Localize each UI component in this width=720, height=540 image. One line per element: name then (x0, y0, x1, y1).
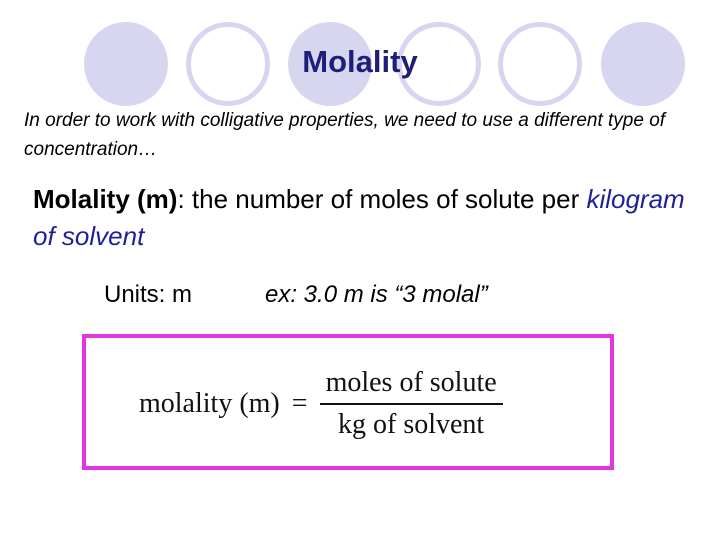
definition (33, 181, 713, 255)
definition-term: Molality (m) (33, 184, 178, 214)
formula-box (82, 334, 614, 470)
definition-separator: : (177, 184, 192, 214)
formula-equals: = (291, 388, 308, 419)
formula-lhs: molality (m) (139, 388, 280, 419)
formula-denominator: kg of solvent (338, 409, 485, 440)
intro-text: In order to work with colligative properties, we need to use a different type of concentration… (24, 110, 666, 160)
formula-numerator: moles of solute (325, 367, 497, 398)
slide-title: Molality (302, 44, 418, 79)
formula-fraction (320, 367, 503, 441)
definition-text: the number of moles of solute per (191, 184, 587, 214)
example-text: ex: 3.0 m is “3 molal” (265, 281, 488, 308)
definition-emphasis: kilogram of solvent (33, 184, 685, 251)
molality-formula (139, 358, 503, 450)
units-label: Units: m (104, 281, 193, 308)
